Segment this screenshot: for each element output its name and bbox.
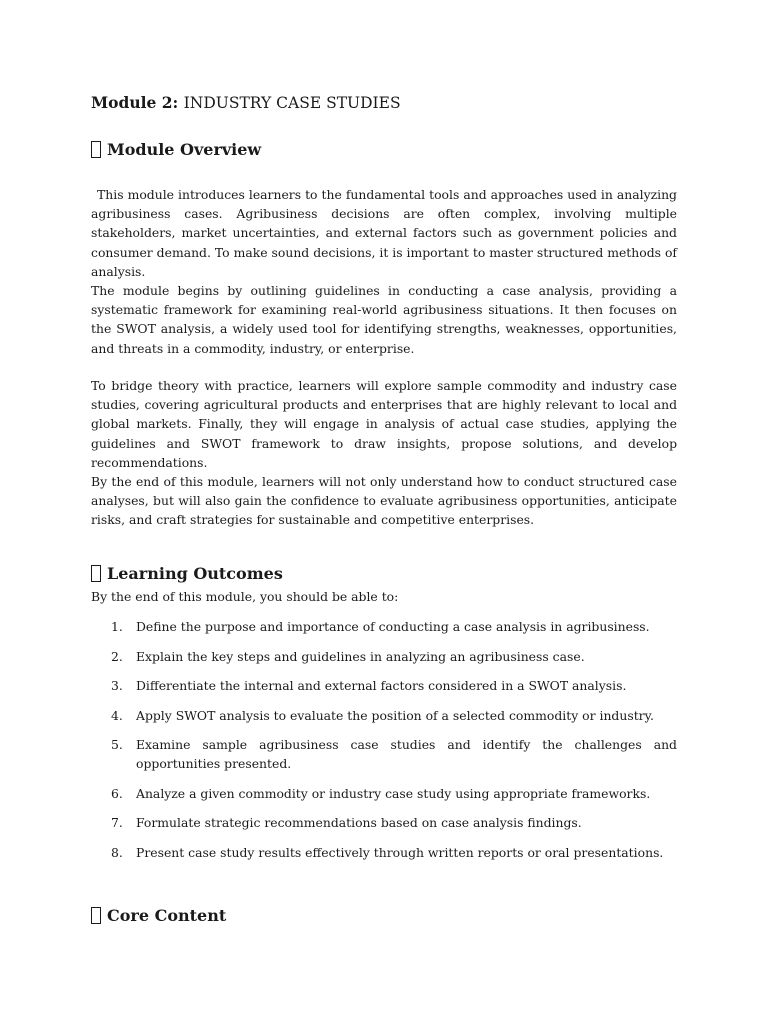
overview-paragraph-3: To bridge theory with practice, learners will explore sample commodity and industry case studies, covering agricultural products and enterprises that are highly relevant to local and global markets. Finally, they will engage in analysis of actual case studies, applying the guidelines and SWOT framework to draw insights, propose solutions, and develop recommendations. xyxy=(91,378,677,470)
list-item-text: Apply SWOT analysis to evaluate the position of a selected commodity or industry. xyxy=(136,707,654,723)
module-overview-heading xyxy=(91,140,261,159)
overview-paragraph-4: By the end of this module, learners will not only understand how to conduct structured case analyses, but will also gain the confidence to evaluate agribusiness opportunities, anticipate risks, and craft strategies for sustainable and competitive enterprises. xyxy=(91,474,677,528)
list-item-number: 8. xyxy=(111,844,123,860)
learning-outcomes-heading-text: Learning Outcomes xyxy=(107,564,283,583)
list-item-text: Explain the key steps and guidelines in analyzing an agribusiness case. xyxy=(136,648,585,664)
list-item xyxy=(91,813,677,832)
overview-paragraph-2: The module begins by outlining guidelines in conducting a case analysis, providing a systematic framework for examining real-world agribusiness situations. It then focuses on the SWOT analysis, a widely used tool for identifying strengths, weaknesses, opportunities, and threats in a commodity, industry, or enterprise. xyxy=(91,283,677,356)
list-item-number: 1. xyxy=(111,619,123,634)
list-item-text: Examine sample agribusiness case studies and identify the challenges and opportunities presented. xyxy=(136,737,677,771)
learning-outcomes-heading xyxy=(91,564,283,583)
list-item-number: 6. xyxy=(111,785,123,801)
list-item-number: 2. xyxy=(111,648,123,664)
list-item-text: Differentiate the internal and external factors considered in a SWOT analysis. xyxy=(136,678,627,693)
list-item-number: 4. xyxy=(111,707,123,723)
module-overview-heading-text: Module Overview xyxy=(107,140,262,159)
module-name: INDUSTRY CASE STUDIES xyxy=(183,94,401,112)
list-item xyxy=(91,676,677,695)
module-title xyxy=(91,93,401,112)
list-item xyxy=(91,843,677,862)
learning-outcomes-intro: By the end of this module, you should be able to: xyxy=(91,589,399,604)
box-icon xyxy=(91,141,101,158)
list-item-number: 7. xyxy=(111,815,123,830)
module-number: Module 2: xyxy=(91,93,179,112)
list-item xyxy=(91,735,677,773)
list-item-text: Define the purpose and importance of conducting a case analysis in agribusiness. xyxy=(136,619,650,634)
core-content-heading-text: Core Content xyxy=(107,906,227,925)
list-item xyxy=(91,784,677,803)
core-content-heading xyxy=(91,906,226,925)
box-icon xyxy=(91,907,101,924)
overview-paragraph-1: This module introduces learners to the fundamental tools and approaches used in analyzing agribusiness cases. Agribusiness decisions are often complex, involving multiple stakeholders, market uncertainties, and external factors such as government policies and consumer demand. To make sound decisions, it is important to master structured methods of analysis. xyxy=(91,187,677,279)
list-item-text: Present case study results effectively through written reports or oral presentations. xyxy=(136,844,664,860)
list-item-text: Formulate strategic recommendations based on case analysis findings. xyxy=(136,815,582,830)
list-item xyxy=(91,617,677,636)
list-item-number: 5. xyxy=(111,737,123,752)
list-item-number: 3. xyxy=(111,678,123,693)
learning-outcomes-list xyxy=(91,617,677,872)
list-item xyxy=(91,647,677,666)
box-icon xyxy=(91,565,101,582)
list-item xyxy=(91,706,677,725)
list-item-text: Analyze a given commodity or industry case study using appropriate frameworks. xyxy=(136,785,651,801)
